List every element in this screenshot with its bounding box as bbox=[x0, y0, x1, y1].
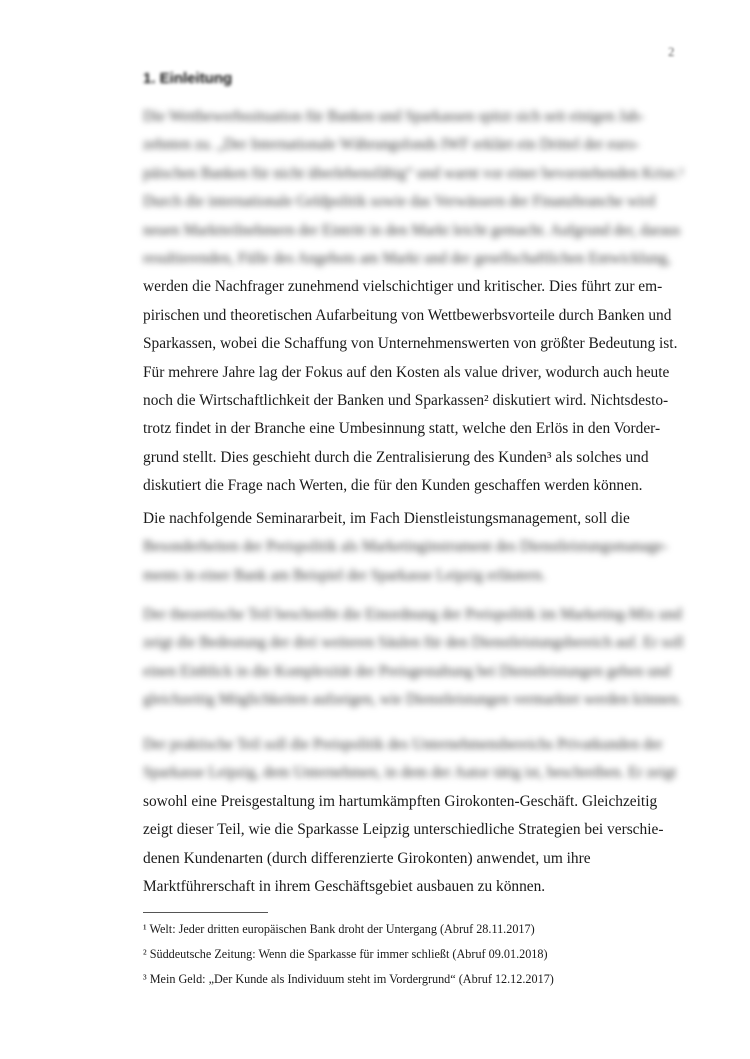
text-line: Marktführerschaft in ihrem Geschäftsgebiet ausbauen zu können. bbox=[143, 878, 546, 895]
text-line: trotz findet in der Branche eine Umbesinnung statt, welche den Erlös in den Vorder- bbox=[143, 420, 661, 438]
section-heading: 1. Einleitung bbox=[143, 70, 233, 87]
text-line: Die nachfolgende Seminararbeit, im Fach Dienstleistungsmanagement, soll die bbox=[143, 510, 630, 527]
text-line: noch die Wirtschaftlichkeit der Banken und Sparkassen² diskutiert wird. Nichtsdesto- bbox=[143, 392, 669, 409]
text-line: Durch die internationale Geldpolitik sowie das Verwässern der Finanzbranche wird bbox=[143, 193, 656, 211]
text-line: neuen Marktteilnehmern der Eintritt in den Markt leicht gemacht. Aufgrund der, daraus bbox=[143, 221, 681, 239]
footnote: ¹ Welt: Jeder dritten europäischen Bank droht der Untergang (Abruf 28.11.2017) bbox=[143, 922, 535, 936]
page-number: 2 bbox=[668, 44, 675, 59]
text-line: resultierenden, Fülle des Angebots am Markt und der gesellschaftlichen Entwicklung, bbox=[143, 250, 671, 267]
text-line: päischen Banken für nicht überlebensfähig“ und warnt vor einer bevorstehenden Krise.¹ bbox=[143, 164, 684, 182]
text-line: Für mehrere Jahre lag der Fokus auf den Kosten als value driver, wodurch auch heute bbox=[143, 363, 670, 381]
text-line: Der praktische Teil soll die Preispolitik des Unternehmensbereichs Privatkunden der bbox=[143, 736, 663, 753]
text-line: pirischen und theoretischen Aufarbeitung von Wettbewerbsvorteile durch Banken und bbox=[143, 306, 672, 324]
text-line: gleichzeitig Möglichkeiten aufzeigen, wie Dienstleistungen vermarktet werden können. bbox=[143, 691, 682, 709]
text-line: Die Wettbewerbssituation für Banken und Sparkassen spitzt sich seit einigen Jah- bbox=[143, 108, 645, 125]
text-line: sowohl eine Preisgestaltung im hartumkämpften Girokonten-Geschäft. Gleichzeitig bbox=[143, 792, 658, 810]
text-line: Sparkasse Leipzig, dem Unternehmen, in dem der Autor tätig ist, beschreiben. Er zeigt bbox=[143, 764, 677, 782]
text-line: zehnten zu. „Der Internationale Währungsfonds IWF erklärt ein Drittel der euro- bbox=[143, 136, 640, 154]
text-line: werden die Nachfrager zunehmend vielschichtiger und kritischer. Dies führt zur em- bbox=[143, 278, 663, 296]
text-line: einen Einblick in die Komplexität der Preisgestaltung bei Dienstleistungen geben und bbox=[143, 662, 671, 680]
text-line: denen Kundenarten (durch differenzierte Girokonten) anwendet, um ihre bbox=[143, 849, 591, 867]
text-line: diskutiert die Frage nach Werten, die für den Kunden geschaffen werden können. bbox=[143, 477, 643, 495]
footnote-separator bbox=[143, 912, 268, 913]
text-line: ments in einer Bank am Beispiel der Sparkasse Leipzig erläutern. bbox=[143, 566, 546, 584]
text-line: Besonderheiten der Preispolitik als Marketinginstrument des Dienstleistungsmanage- bbox=[143, 538, 668, 556]
text-line: Der theoretische Teil beschreibt die Einordnung der Preispolitik im Marketing-Mix und bbox=[143, 606, 682, 623]
text-line: Sparkassen, wobei die Schaffung von Unternehmenswerten von größter Bedeutung ist. bbox=[143, 335, 678, 353]
text-line: zeigt dieser Teil, wie die Sparkasse Leipzig unterschiedliche Strategien bei verschie- bbox=[143, 821, 664, 839]
text-line: zeigt die Bedeutung der drei weiteren Säulen für den Dienstleistungsbereich auf. Er soll bbox=[143, 634, 684, 652]
footnote: ² Süddeutsche Zeitung: Wenn die Sparkasse für immer schließt (Abruf 09.01.2018) bbox=[143, 947, 548, 961]
text-line: grund stellt. Dies geschieht durch die Zentralisierung des Kunden³ als solches und bbox=[143, 448, 649, 466]
footnote: ³ Mein Geld: „Der Kunde als Individuum steht im Vordergrund“ (Abruf 12.12.2017) bbox=[143, 972, 554, 986]
